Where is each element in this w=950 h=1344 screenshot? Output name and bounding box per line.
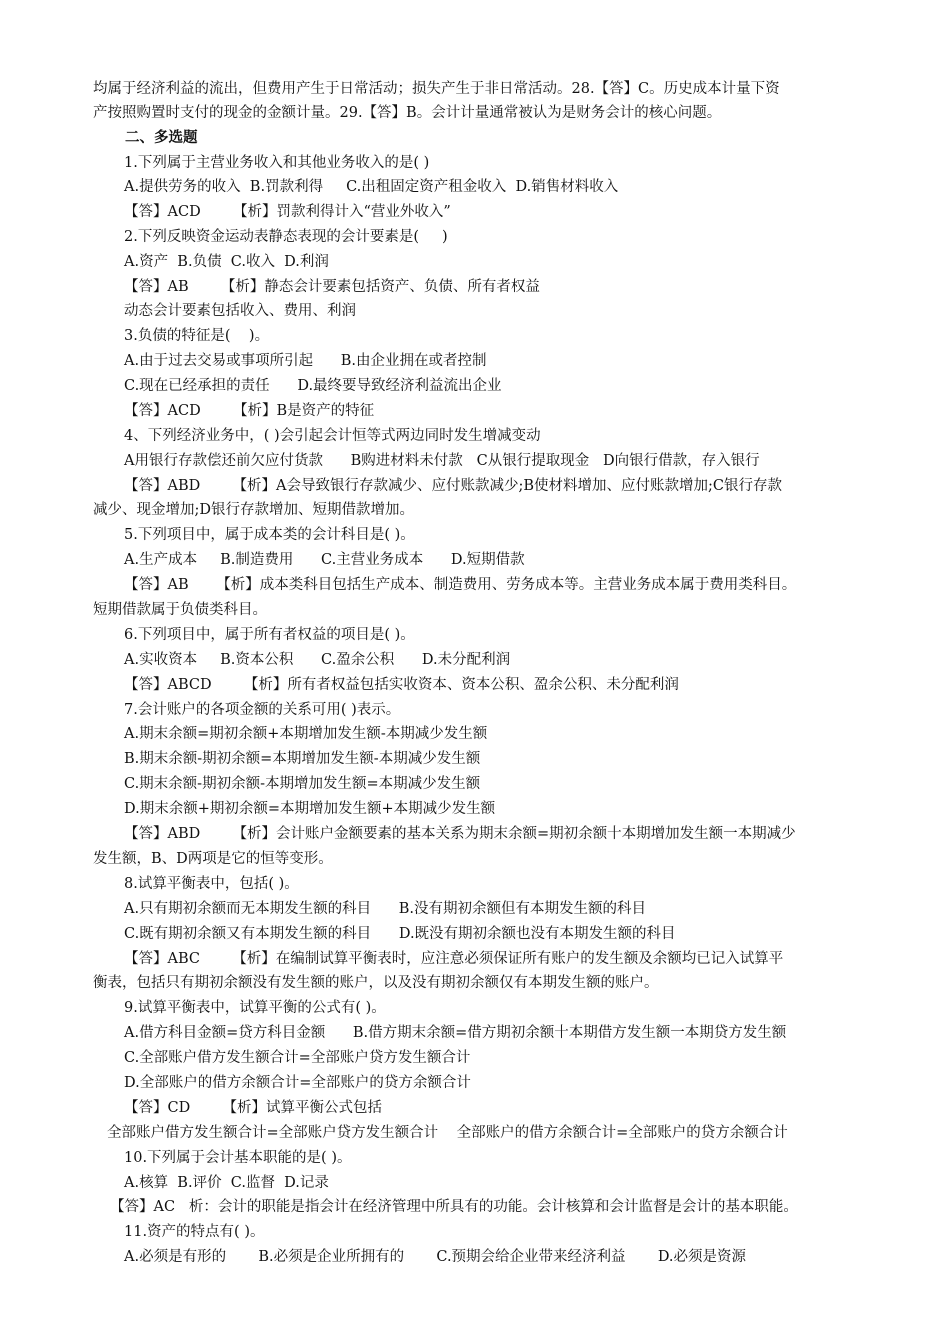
options-text: A.资产 B.负债 C.收入 D.利润: [124, 254, 329, 270]
options-text: D.全部账户的借方余额合计=全部账户的贷方余额合计: [124, 1075, 471, 1091]
options-text: A用银行存款偿还前欠应付货款 B购进材料未付款 C从银行提取现金 D向银行借款，存入银行: [124, 453, 760, 469]
options-text: A.实收资本 B.资本公积 C.盈余公积 D.未分配利润: [124, 652, 511, 668]
options-text: A.借方科目金额=贷方科目金额 B.借方期末余额=借方期初余额十本期借方发生额一本期贷方发生额: [124, 1025, 787, 1041]
question-text: 5.下列项目中，属于成本类的会计科目是( )。: [124, 527, 415, 543]
options-text: B.期末余额-期初余额=本期增加发生额-本期减少发生额: [124, 751, 481, 767]
analysis-text: 全部账户借方发生额合计=全部账户贷方发生额合计 全部账户的借方余额合计=全部账户的贷方余额合计: [107, 1125, 788, 1141]
question-text: 7.会计账户的各项金额的关系可用( )表示。: [124, 702, 401, 718]
text-line: 产按照购置时支付的现金的金额计量。29.【答】B。会计计量通常被认为是财务会计的核心问题。: [93, 105, 722, 121]
answer-text: 【答】AC 析：会计的职能是指会计在经济管理中所具有的功能。会计核算和会计监督是会计的基本职能。: [110, 1199, 798, 1215]
answer-text: 【答】ABD 【析】A会导致银行存款减少、应付账款减少;B使材料增加、应付账款增加;C银行存款: [124, 478, 783, 494]
section-heading: 二、多选题: [125, 129, 198, 146]
analysis-text: 动态会计要素包括收入、费用、利润: [124, 303, 356, 319]
options-text: A.必须是有形的 B.必须是企业所拥有的 C.预期会给企业带来经济利益 D.必须是资源: [124, 1249, 747, 1265]
question-text: 4、下列经济业务中，( )会引起会计恒等式两边同时发生增减变动: [124, 428, 541, 444]
options-text: D.期末余额+期初余额=本期增加发生额+本期减少发生额: [124, 801, 496, 817]
question-text: 10.下列属于会计基本职能的是( )。: [124, 1150, 352, 1166]
options-text: C.既有期初余额又有本期发生额的科目 D.既没有期初余额也没有本期发生额的科目: [124, 926, 676, 942]
question-text: 1.下列属于主营业务收入和其他业务收入的是( ): [124, 155, 430, 171]
answer-text: 【答】ABD 【析】会计账户金额要素的基本关系为期末余额=期初余额十本期增加发生额一本期减少: [124, 826, 796, 842]
analysis-text: 发生额，B、D两项是它的恒等变形。: [93, 851, 333, 867]
question-text: 6.下列项目中，属于所有者权益的项目是( )。: [124, 627, 415, 643]
options-text: C.全部账户借方发生额合计=全部账户贷方发生额合计: [124, 1050, 471, 1066]
question-text: 9.试算平衡表中，试算平衡的公式有( )。: [124, 1000, 386, 1016]
options-text: A.提供劳务的收入 B.罚款利得 C.出租固定资产租金收入 D.销售材料收入: [124, 179, 619, 195]
question-text: 2.下列反映资金运动表静态表现的会计要素是( ): [124, 229, 448, 245]
analysis-text: 短期借款属于负债类科目。: [93, 602, 267, 618]
answer-text: 【答】ACD 【析】B是资产的特征: [124, 403, 375, 419]
question-text: 8.试算平衡表中，包括( )。: [124, 876, 299, 892]
options-text: A.核算 B.评价 C.监督 D.记录: [124, 1175, 329, 1191]
options-text: A.生产成本 B.制造费用 C.主营业务成本 D.短期借款: [124, 552, 525, 568]
answer-text: 【答】AB 【析】静态会计要素包括资产、负债、所有者权益: [124, 279, 540, 295]
options-text: C.期末余额-期初余额-本期增加发生额=本期减少发生额: [124, 776, 481, 792]
answer-text: 【答】CD 【析】试算平衡公式包括: [124, 1100, 382, 1116]
answer-text: 【答】ACD 【析】罚款利得计入“营业外收入”: [124, 204, 451, 220]
options-text: C.现在已经承担的责任 D.最终要导致经济利益流出企业: [124, 378, 502, 394]
answer-text: 【答】AB 【析】成本类科目包括生产成本、制造费用、劳务成本等。主营业务成本属于费用类科目。: [124, 577, 797, 593]
analysis-text: 减少、现金增加;D银行存款增加、短期借款增加。: [93, 502, 415, 518]
question-text: 3.负债的特征是( )。: [124, 328, 270, 344]
options-text: A.由于过去交易或事项所引起 B.由企业拥在或者控制: [124, 353, 487, 369]
question-text: 11.资产的特点有( )。: [124, 1224, 265, 1240]
text-line: 均属于经济利益的流出，但费用产生于日常活动；损失产生于非日常活动。28.【答】C。历史成本计量下资: [93, 81, 780, 97]
answer-text: 【答】ABCD 【析】所有者权益包括实收资本、资本公积、盈余公积、未分配利润: [124, 677, 679, 693]
options-text: A.只有期初余额而无本期发生额的科目 B.没有期初余额但有本期发生额的科目: [124, 901, 646, 917]
analysis-text: 衡表，包括只有期初余额没有发生额的账户，以及没有期初余额仅有本期发生额的账户。: [93, 975, 659, 991]
options-text: A.期末余额=期初余额+本期增加发生额-本期减少发生额: [124, 726, 488, 742]
answer-text: 【答】ABC 【析】在编制试算平衡表时，应注意必须保证所有账户的发生额及余额均已记入试算平: [124, 951, 784, 967]
